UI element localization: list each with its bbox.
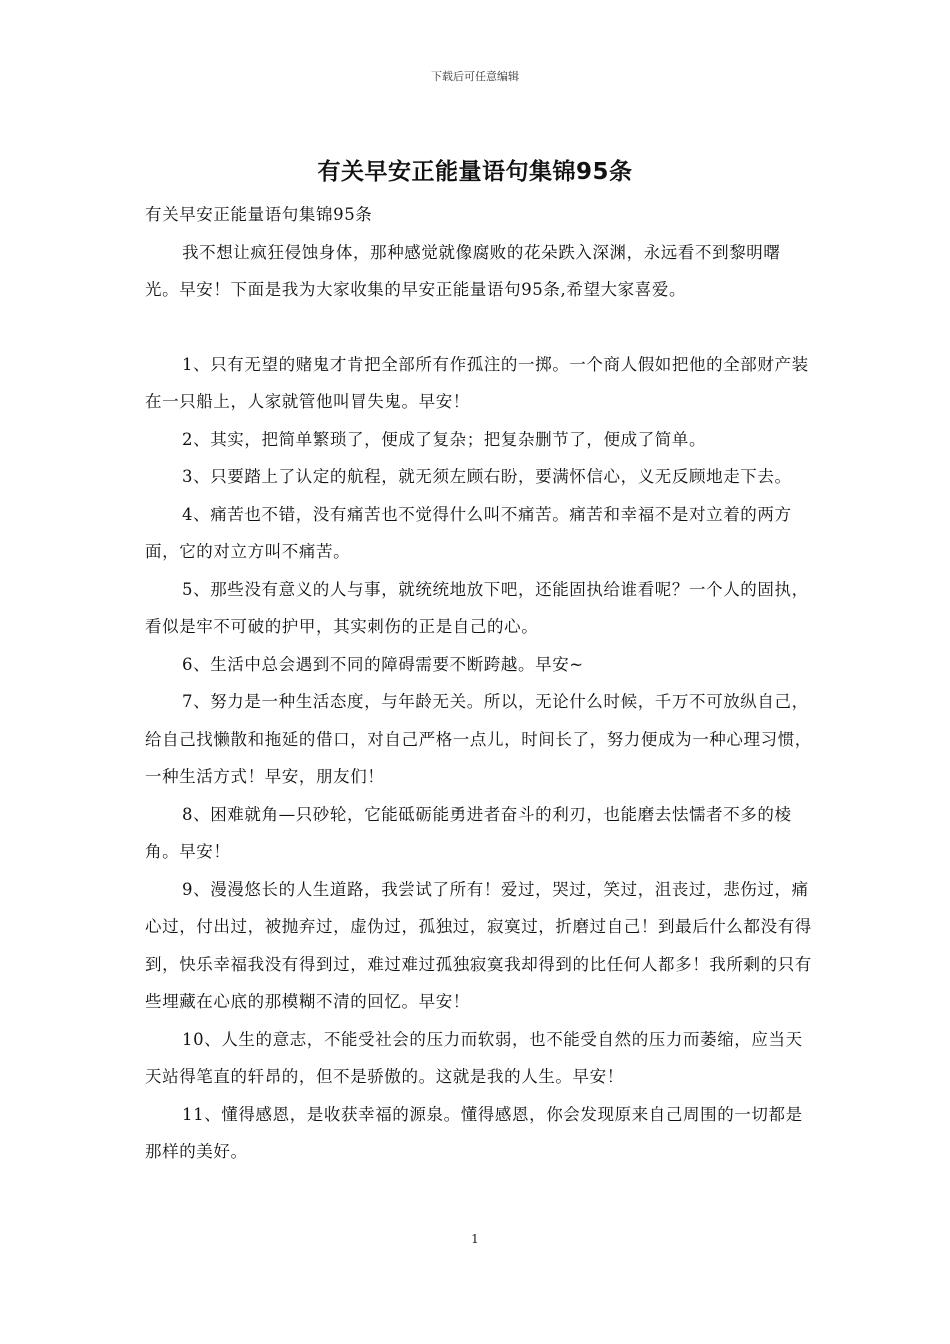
list-item: 8、困难就角—只砂轮，它能砥砺能勇进者奋斗的利刃，也能磨去怯懦者不多的棱角。早安！ <box>145 804 792 861</box>
list-item: 1、只有无望的赌鬼才肯把全部所有作孤注的一掷。一个商人假如把他的全部财产装在一只船上，人家就管他叫冒失鬼。早安！ <box>145 354 809 411</box>
page-number: 1 <box>471 1232 479 1246</box>
list-item: 9、漫漫悠长的人生道路，我尝试了所有！爱过，哭过，笑过，沮丧过，悲伤过，痛心过，付出过，被抛弃过，虚伪过，孤独过，寂寞过，折磨过自己！到最后什么都没有得到，快乐幸福我没有得到过，难过难过孤独寂寞我却得到的比任何人都多！我所剩的只有些埋藏在心底的那模糊不清的回忆。早安！ <box>145 879 812 1011</box>
intro-paragraph: 我不想让疯狂侵蚀身体，那种感觉就像腐败的花朵跌入深渊，永远看不到黎明曙光。早安！下面是我为大家收集的早安正能量语句95条,希望大家喜爱。 <box>145 242 781 299</box>
header-note: 下载后可任意编辑 <box>431 70 519 83</box>
document-title: 有关早安正能量语句集锦95条 <box>317 159 633 185</box>
list-item: 2、其实，把简单繁琐了，便成了复杂；把复杂删节了，便成了简单。 <box>182 429 707 449</box>
list-item: 3、只要踏上了认定的航程，就无须左顾右盼，要满怀信心，义无反顾地走下去。 <box>182 467 792 486</box>
list-item: 5、那些没有意义的人与事，就统统地放下吧，还能固执给谁看呢？一个人的固执，看似是牢不可破的护甲，其实刺伤的正是自己的心。 <box>145 579 809 636</box>
list-item: 11、懂得感恩，是收获幸福的源泉。懂得感恩，你会发现原来自己周围的一切都是那样的美好。 <box>145 1104 803 1161</box>
list-item: 10、人生的意志，不能受社会的压力而软弱，也不能受自然的压力而萎缩，应当天天站得笔直的轩昂的，但不是骄傲的。这就是我的人生。早安！ <box>145 1029 803 1086</box>
blank-line <box>145 309 813 346</box>
list-item: 6、生活中总会遇到不同的障碍需要不断跨越。早安~ <box>182 654 584 674</box>
document-body <box>145 196 813 1171</box>
list-item: 7、努力是一种生活态度，与年龄无关。所以，无论什么时候，千万不可放纵自己，给自己找懒散和拖延的借口，对自己严格一点儿，时间长了，努力便成为一种心理习惯，一种生活方式！早安，朋友们！ <box>145 692 812 786</box>
list-item: 4、痛苦也不错，没有痛苦也不觉得什么叫不痛苦。痛苦和幸福不是对立着的两方面，它的对立方叫不痛苦。 <box>145 504 792 561</box>
subtitle: 有关早安正能量语句集锦95条 <box>145 205 373 224</box>
